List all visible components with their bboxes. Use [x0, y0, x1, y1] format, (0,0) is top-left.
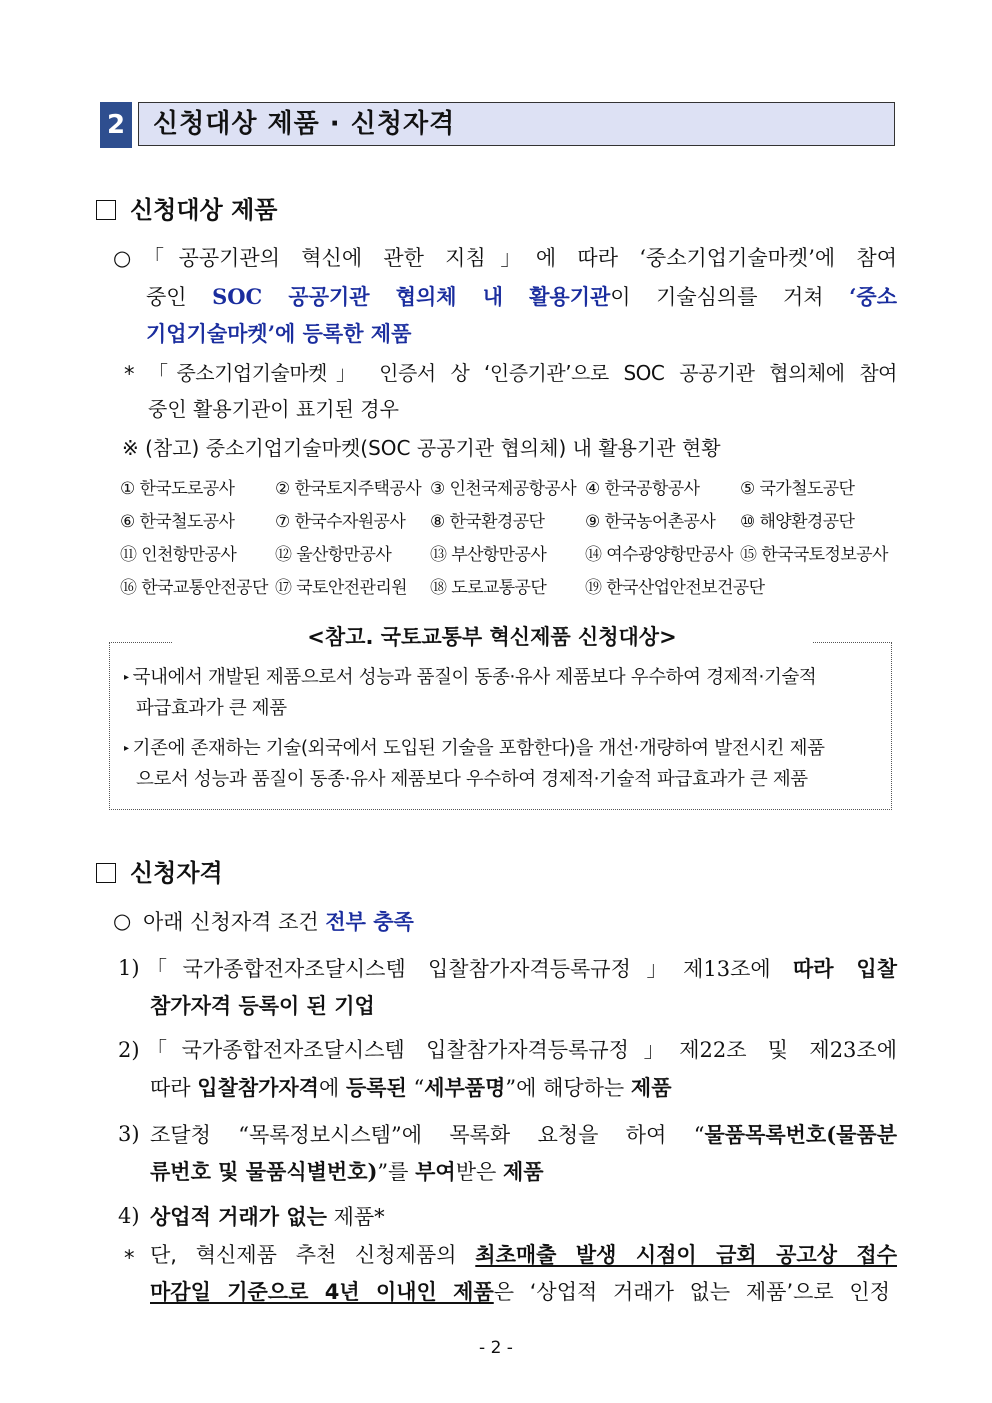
item-1-line-2: 참가자격 등록이 된 기업: [150, 993, 375, 1018]
reference-item-1: ▸ 국내에서 개발된 제품으로서 성능과 품질이 동종·유사 제품보다 우수하여 경제적·기술적 파급효과가 큰 제품: [124, 667, 817, 719]
agency-item: ⑦ 한국수자원공사: [275, 512, 406, 532]
agency-row: [120, 540, 900, 573]
agency-row: [120, 474, 900, 507]
products-line-2: 중인 SOC 공공기관 협의체 내 활용기관이 기술심의를 거쳐 ‘중소: [146, 284, 897, 309]
item-4-line: 상업적 거래가 없는 제품*: [150, 1204, 385, 1229]
item-2-line-1: 「국가종합전자조달시스템 입찰참가자격등록규정」제22조 및 제23조에: [146, 1038, 897, 1062]
checkbox-square-icon: [96, 863, 116, 883]
agency-item: ⑩ 해양환경공단: [740, 512, 855, 532]
agency-item: ⑧ 한국환경공단: [430, 512, 545, 532]
agency-row: [120, 573, 900, 606]
qualification-heading: 신청자격: [96, 853, 223, 888]
agency-item: ⑰ 국토안전관리원: [275, 578, 407, 598]
section-header: [100, 102, 895, 148]
agency-item: ⑥ 한국철도공사: [120, 512, 235, 532]
agency-item: ⑲ 한국산업안전보건공단: [585, 578, 765, 598]
agency-item: ④ 한국공항공사: [585, 479, 700, 499]
item-4-number: 4): [118, 1204, 140, 1228]
item-2-number: 2): [118, 1038, 140, 1062]
agency-item: ⑬ 부산항만공사: [430, 545, 547, 565]
section-title: 신청대상 제품 · 신청자격: [138, 102, 895, 146]
checkbox-square-icon: [96, 200, 116, 220]
products-heading: 신청대상 제품: [96, 190, 277, 225]
agency-item: ⑨ 한국농어촌공사: [585, 512, 716, 532]
agency-item: ⑭ 여수광양항만공사: [585, 545, 733, 565]
reference-title: <참고. 국토교통부 혁신제품 신청대상>: [172, 621, 812, 651]
agency-item: ⑤ 국가철도공단: [740, 479, 855, 499]
item-1-line-1: 「국가종합전자조달시스템 입찰참가자격등록규정」제13조에 따라 입찰: [146, 956, 897, 981]
note-line-1: 단, 혁신제품 추천 신청제품의 최초매출 발생 시점이 금회 공고상 접수: [150, 1243, 897, 1267]
qualification-intro: 아래 신청자격 조건 전부 충족: [143, 909, 414, 934]
agency-item: ⑮ 한국국토정보공사: [740, 545, 888, 565]
agency-item: ① 한국도로공사: [120, 479, 235, 499]
products-note-line-1: 「중소기업기술마켓」 인증서 상 ‘인증기관’으로 SOC 공공기관 협의체에 참여: [148, 361, 897, 385]
products-line-1: 「공공기관의 혁신에 관한 지침」에 따라 ‘중소기업기술마켓’에 참여: [143, 246, 897, 270]
asterisk-marker: *: [124, 362, 135, 386]
agency-row: [120, 507, 900, 540]
reference-agencies-line: ※ (참고) 중소기업기술마켓(SOC 공공기관 협의체) 내 활용기관 현황: [122, 436, 721, 460]
reference-item-2: ▸ 기존에 존재하는 기술(외국에서 도입된 기술을 포함한다)을 개선·개량하여 발전시킨 제품 으로서 성능과 품질이 동종·유사 제품보다 우수하여 경제적·기술적 파급효과가 큰 제품: [124, 738, 825, 790]
agency-item: ② 한국토지주택공사: [275, 479, 422, 499]
agency-item: ③ 인천국제공항공사: [430, 479, 577, 499]
item-3-line-1: 조달청 “목록정보시스템”에 목록화 요청을 하여 “물품목록번호(물품분: [150, 1122, 897, 1147]
products-note-line-2: 중인 활용기관이 표기된 경우: [148, 397, 399, 421]
item-2-line-2: 따라 입찰참가자격에 등록된 “세부품명”에 해당하는 제품: [150, 1075, 672, 1100]
circle-bullet-icon: ○: [113, 246, 132, 270]
item-3-line-2: 류번호 및 물품식별번호)”를 부여받은 제품: [150, 1159, 544, 1184]
triangle-bullet-icon: ▸: [124, 672, 129, 683]
agency-item: ⑫ 울산항만공사: [275, 545, 392, 565]
agency-item: ⑯ 한국교통안전공단: [120, 578, 268, 598]
asterisk-marker: *: [124, 1246, 135, 1270]
agency-item: ⑪ 인천항만공사: [120, 545, 237, 565]
agency-item: ⑱ 도로교통공단: [430, 578, 547, 598]
page-number: - 2 -: [479, 1338, 513, 1358]
products-line-3: 기업기술마켓’에 등록한 제품: [146, 321, 412, 346]
circle-bullet-icon: ○: [113, 909, 132, 933]
agency-list: [120, 474, 900, 606]
item-1-number: 1): [118, 956, 140, 980]
triangle-bullet-icon: ▸: [124, 743, 129, 754]
note-line-2: 마감일 기준으로 4년 이내인 제품은 ‘상업적 거래가 없는 제품’으로 인정: [150, 1280, 890, 1304]
item-3-number: 3): [118, 1122, 140, 1146]
section-number: 2: [100, 102, 132, 148]
